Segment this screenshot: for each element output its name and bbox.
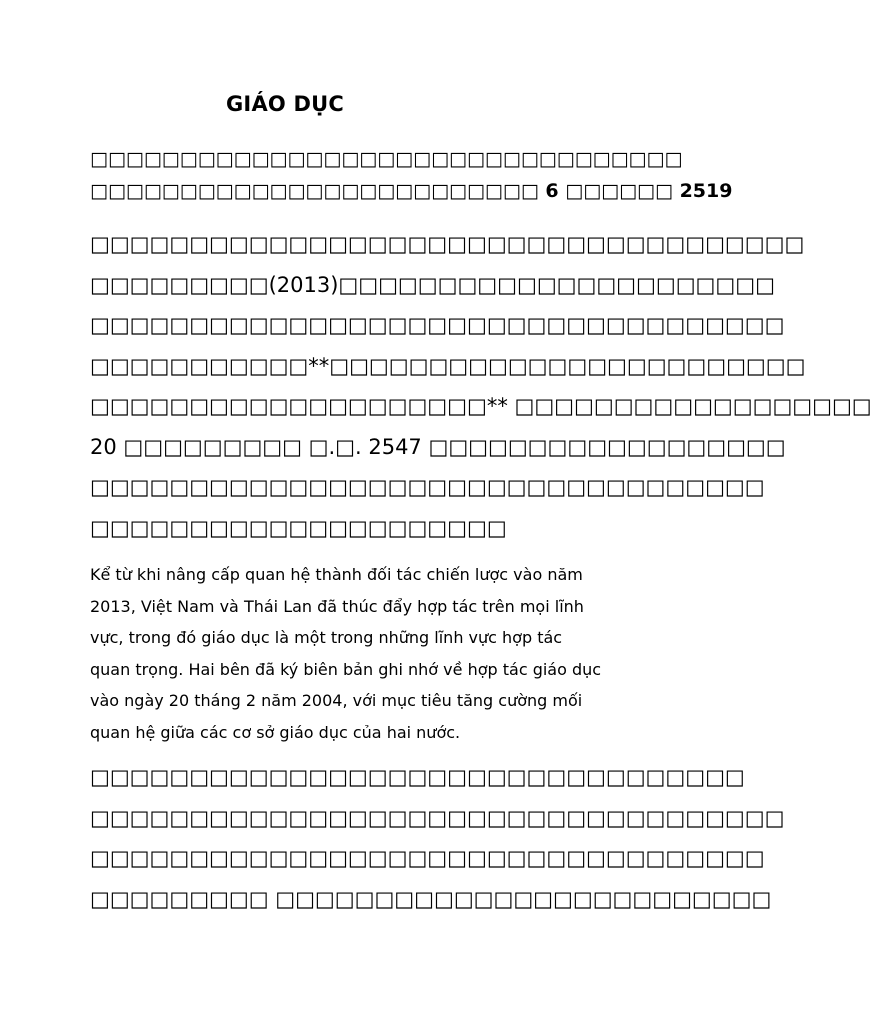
paragraph-1-line: □□□□□□□□□□□□□□□□□□□□□□□□□□□□□□□□□ [90,148,683,170]
paragraph-4-line: □□□□□□□□□□□□□□□□□□□□□□□□□□□□□□□□□□ [90,846,765,870]
paragraph-3-line: vào ngày 20 tháng 2 năm 2004, với mục tiêu tăng cường mối [90,691,583,710]
paragraph-2-line: 20 □□□□□□□□□ □.□. 2547 □□□□□□□□□□□□□□□□□□ [90,434,786,459]
paragraph-3-line: 2013, Việt Nam và Thái Lan đã thúc đẩy hợp tác trên mọi lĩnh [90,596,584,616]
paragraph-2 [90,224,872,548]
paragraph-4-line: □□□□□□□□□□□□□□□□□□□□□□□□□□□□□□□□□□□ [90,805,785,830]
paragraph-3-line: quan hệ giữa các cơ sở giáo dục của hai nước. [90,722,461,742]
paragraph-2-line: □□□□□□□□□□□□□□□□□□□□** □□□□□□□□□□□□□□□□□□ [90,394,872,418]
paragraph-2-line: □□□□□□□□□□□□□□□□□□□□□ [90,515,507,540]
paragraph-2-line: □□□□□□□□□□□□□□□□□□□□□□□□□□□□□□□□□□□□ [90,232,805,256]
paragraph-3-line: quan trọng. Hai bên đã ký biên bản ghi nhớ về hợp tác giáo dục [90,659,602,679]
paragraph-2-line: □□□□□□□□□□□□□□□□□□□□□□□□□□□□□□□□□□ [90,475,765,499]
document-title: GIÁO DỤC [226,92,344,116]
paragraph-2-line: □□□□□□□□□(2013)□□□□□□□□□□□□□□□□□□□□□□ [90,272,775,297]
paragraph-4-line: □□□□□□□□□ □□□□□□□□□□□□□□□□□□□□□□□□□ [90,886,772,911]
paragraph-3-vietnamese [90,559,670,748]
paragraph-1-line: □□□□□□□□□□□□□□□□□□□□□□□□□ 6 □□□□□□ 2519 [90,180,733,202]
paragraph-3-line: Kể từ khi nâng cấp quan hệ thành đối tác chiến lược vào năm [90,565,583,584]
paragraph-3-line: vực, trong đó giáo dục là một trong những lĩnh vực hợp tác [90,628,563,647]
paragraph-1 [90,143,733,207]
paragraph-4-line: □□□□□□□□□□□□□□□□□□□□□□□□□□□□□□□□□ [90,765,745,789]
paragraph-2-line: □□□□□□□□□□□□□□□□□□□□□□□□□□□□□□□□□□□ [90,313,785,337]
paragraph-4 [90,757,785,919]
paragraph-2-line: □□□□□□□□□□□**□□□□□□□□□□□□□□□□□□□□□□□□ [90,353,806,378]
